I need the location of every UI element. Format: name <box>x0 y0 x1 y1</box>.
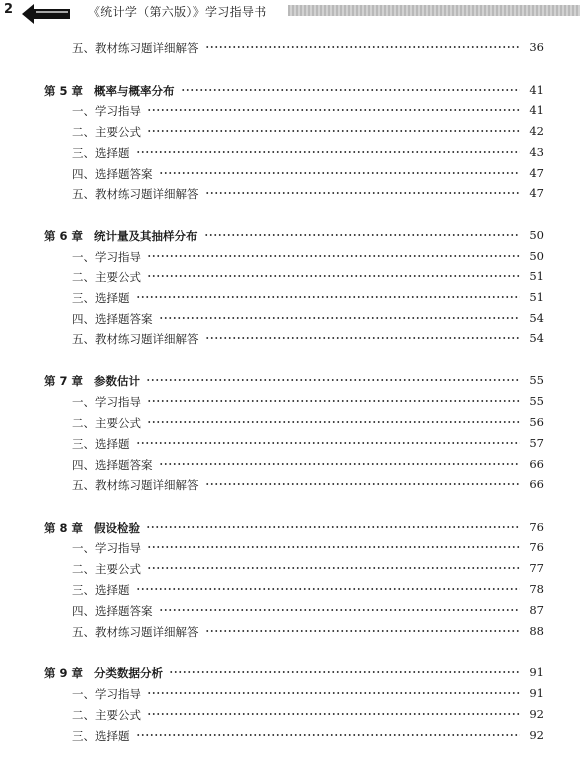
toc-page-number: 41 <box>529 103 544 117</box>
dot-leader <box>147 255 520 257</box>
toc-item-row[interactable] <box>0 247 580 267</box>
toc-page-number: 47 <box>529 166 544 180</box>
toc-chapter-title <box>44 228 198 244</box>
toc-item-label: 一、学习指导 <box>72 395 141 409</box>
dot-leader <box>147 692 520 694</box>
page-number: 2 <box>4 2 14 17</box>
toc-page-number: 76 <box>529 540 544 554</box>
toc-item-label: 二、主要公式 <box>72 125 141 139</box>
toc-item-row[interactable] <box>0 580 580 600</box>
toc-item-row[interactable] <box>0 38 580 58</box>
dot-leader <box>205 630 521 632</box>
toc-item-label: 二、主要公式 <box>72 416 141 430</box>
toc-item-label: 二、主要公式 <box>72 562 141 576</box>
toc-item-label: 三、选择题 <box>72 291 130 305</box>
toc-item-label: 三、选择题 <box>72 146 130 160</box>
toc-chapter-row[interactable] <box>0 663 580 683</box>
toc-page-number: 50 <box>529 249 544 263</box>
dot-leader <box>136 734 521 736</box>
toc-chapter-title <box>44 83 175 99</box>
toc-item-row[interactable] <box>0 143 580 163</box>
dot-leader <box>136 151 521 153</box>
toc-item-row[interactable] <box>0 475 580 495</box>
toc-item-row[interactable] <box>0 164 580 184</box>
toc-chapter-label: 统计量及其抽样分布 <box>94 229 198 243</box>
dot-leader <box>147 109 520 111</box>
toc-page-number: 76 <box>529 520 544 534</box>
toc-page-number: 92 <box>529 728 544 742</box>
toc-item-row[interactable] <box>0 184 580 204</box>
toc-item-label: 四、选择题答案 <box>72 312 153 326</box>
toc-item-label: 四、选择题答案 <box>72 167 153 181</box>
dot-leader <box>205 192 521 194</box>
dot-leader <box>147 713 520 715</box>
dot-leader <box>147 130 520 132</box>
toc-page-number: 55 <box>529 373 544 387</box>
toc-page-number: 91 <box>529 686 544 700</box>
toc-page-number: 66 <box>529 477 544 491</box>
toc-page-number: 88 <box>529 624 544 638</box>
toc-chapter-label: 参数估计 <box>94 374 140 388</box>
toc-chapter-row[interactable] <box>0 371 580 391</box>
toc-item-row[interactable] <box>0 101 580 121</box>
toc-page-number: 66 <box>529 457 544 471</box>
toc-page-number: 87 <box>529 603 544 617</box>
dot-leader <box>205 483 521 485</box>
toc-item-row[interactable] <box>0 726 580 746</box>
toc-item-label: 四、选择题答案 <box>72 604 153 618</box>
toc-chapter-row[interactable] <box>0 226 580 246</box>
toc-item-row[interactable] <box>0 309 580 329</box>
toc-item-row[interactable] <box>0 434 580 454</box>
toc-item-row[interactable] <box>0 601 580 621</box>
toc-page-number: 56 <box>529 415 544 429</box>
toc-page-number: 92 <box>529 707 544 721</box>
dot-leader <box>159 463 521 465</box>
toc-item-label: 二、主要公式 <box>72 708 141 722</box>
dot-leader <box>159 609 521 611</box>
toc-item-row[interactable] <box>0 538 580 558</box>
toc-item-label: 一、学习指导 <box>72 250 141 264</box>
toc-item-label: 五、教材练习题详细解答 <box>72 478 199 492</box>
toc-item-label: 三、选择题 <box>72 437 130 451</box>
toc-chapter-row[interactable] <box>0 81 580 101</box>
toc-item-row[interactable] <box>0 413 580 433</box>
toc-item-row[interactable] <box>0 455 580 475</box>
toc-chapter-row[interactable] <box>0 518 580 538</box>
toc-page-number: 57 <box>529 436 544 450</box>
dot-leader <box>147 567 520 569</box>
toc-item-label: 二、主要公式 <box>72 270 141 284</box>
toc-item-label: 一、学习指导 <box>72 104 141 118</box>
dot-leader <box>159 317 521 319</box>
toc-item-label: 四、选择题答案 <box>72 458 153 472</box>
toc-page-number: 51 <box>529 269 544 283</box>
dot-leader <box>205 46 521 48</box>
toc-chapter-title <box>44 665 163 681</box>
toc-page-number: 47 <box>529 186 544 200</box>
toc-page-number: 43 <box>529 145 544 159</box>
toc-item-label: 五、教材练习题详细解答 <box>72 41 199 55</box>
toc-chapter-label: 假设检验 <box>94 521 140 535</box>
toc-page-number: 36 <box>529 40 544 54</box>
toc-item-row[interactable] <box>0 622 580 642</box>
toc-item-row[interactable] <box>0 392 580 412</box>
dot-leader <box>147 421 520 423</box>
dot-leader <box>181 89 521 91</box>
toc-chapter-number: 第 6 章 <box>44 229 84 243</box>
toc-page-number: 54 <box>529 331 544 345</box>
toc-item-label: 一、学习指导 <box>72 687 141 701</box>
toc-page-number: 91 <box>529 665 544 679</box>
toc-item-label: 三、选择题 <box>72 583 130 597</box>
toc-page-number: 78 <box>529 582 544 596</box>
book-title: 《统计学（第六版）》学习指导书 <box>88 5 267 19</box>
toc-item-label: 一、学习指导 <box>72 541 141 555</box>
toc-page-number: 50 <box>529 228 544 242</box>
toc-item-row[interactable] <box>0 329 580 349</box>
toc-page-number: 41 <box>529 83 544 97</box>
toc-item-label: 五、教材练习题详细解答 <box>72 187 199 201</box>
toc-chapter-title <box>44 520 140 536</box>
toc-chapter-label: 概率与概率分布 <box>94 84 175 98</box>
toc-page-number: 77 <box>529 561 544 575</box>
dot-leader <box>147 400 520 402</box>
toc-item-row[interactable] <box>0 705 580 725</box>
toc-chapter-number: 第 5 章 <box>44 84 84 98</box>
dot-leader <box>169 671 520 673</box>
dot-leader <box>159 172 521 174</box>
dot-leader <box>147 275 520 277</box>
toc-chapter-number: 第 7 章 <box>44 374 84 388</box>
toc-chapter-number: 第 8 章 <box>44 521 84 535</box>
dot-leader <box>205 337 521 339</box>
dot-leader <box>146 379 520 381</box>
toc-chapter-title <box>44 373 140 389</box>
dot-leader <box>147 546 520 548</box>
toc-item-row[interactable] <box>0 267 580 287</box>
toc-item-row[interactable] <box>0 559 580 579</box>
toc-page-number: 54 <box>529 311 544 325</box>
dot-leader <box>146 526 520 528</box>
dot-leader <box>136 588 521 590</box>
toc-chapter-label: 分类数据分析 <box>94 666 163 680</box>
dot-leader <box>136 296 521 298</box>
dot-leader <box>204 234 521 236</box>
toc-page-number: 51 <box>529 290 544 304</box>
toc-item-row[interactable] <box>0 288 580 308</box>
toc-page-number: 55 <box>529 394 544 408</box>
toc-item-label: 五、教材练习题详细解答 <box>72 625 199 639</box>
toc-item-row[interactable] <box>0 684 580 704</box>
dot-leader <box>136 442 521 444</box>
toc-item-label: 三、选择题 <box>72 729 130 743</box>
toc-page-number: 42 <box>529 124 544 138</box>
toc-chapter-number: 第 9 章 <box>44 666 84 680</box>
toc-item-row[interactable] <box>0 122 580 142</box>
toc-item-label: 五、教材练习题详细解答 <box>72 332 199 346</box>
